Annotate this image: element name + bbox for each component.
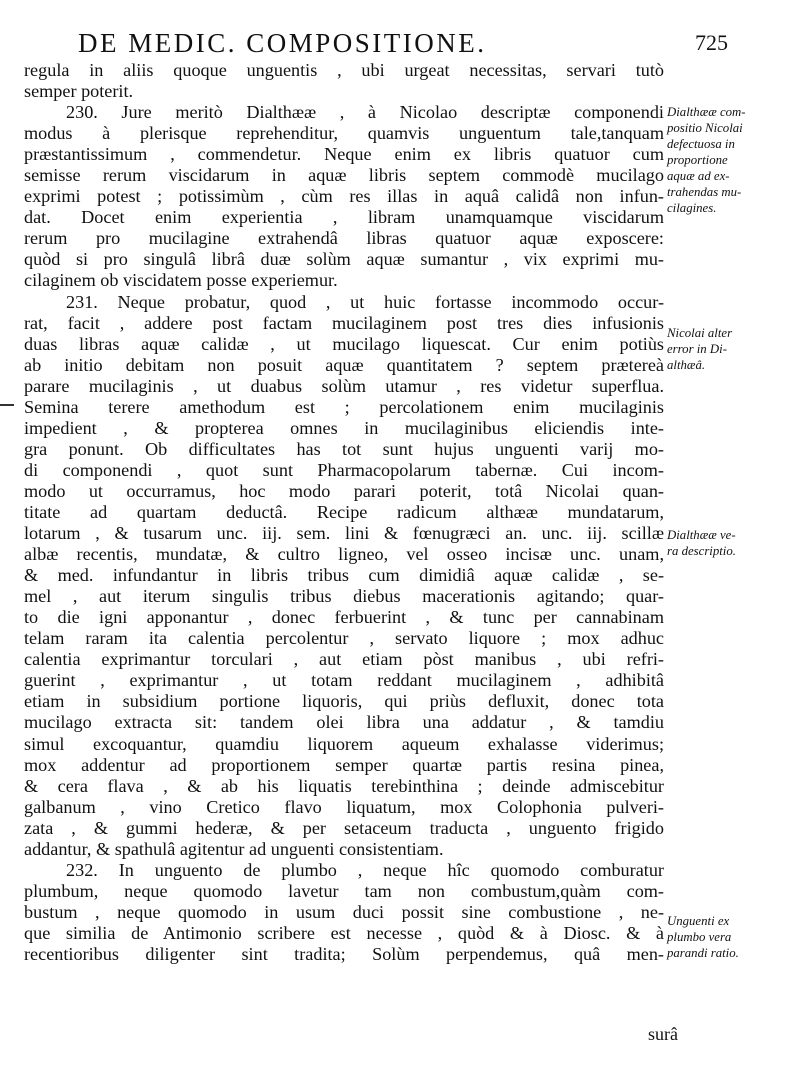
text-line: Semina terere amethodum est ; percolationem enim mucilaginis (24, 396, 664, 417)
text-line: dat. Docet enim experientia , libram unamquamque viscidarum (24, 207, 664, 228)
text-line: parare mucilaginis , ut duabus solùm utamur , res videtur superflua. (24, 375, 664, 396)
text-line: lotarum , & tusarum unc. iij. sem. lini & fœnugræci an. unc. iij. scillæ (24, 523, 664, 544)
margin-note-line: cilagines. (667, 201, 717, 215)
text-line: mox addentur ad proportionem semper quartæ partis resina pinea, (24, 754, 664, 775)
margin-tick-mark (0, 404, 14, 406)
margin-note-vera-descriptio (667, 527, 779, 559)
margin-note-line: Dialthææ ve- (667, 528, 736, 542)
text-line: to die igni apponantur , donec ferbuerint , & tunc per cannabinam (24, 607, 664, 628)
text-line: zata , & gummi hederæ, & per setaceum traducta , unguento frigido (24, 817, 664, 838)
margin-note-line: parandi ratio. (667, 946, 739, 960)
paragraph-232-start: 232. In unguento de plumbo , neque hîc quomodo comburatur (66, 859, 664, 880)
margin-note-line: ra descriptio. (667, 544, 736, 558)
text-line: bustum , neque quomodo in usum duci possit sine combustione , ne- (24, 901, 664, 922)
margin-note-line: Unguenti ex (667, 914, 730, 928)
text-line: gra ponunt. Ob difficultates has tot sunt hujus unguenti varij mo- (24, 438, 664, 459)
text-line: duas libras aquæ calidæ , ut mucilago liquescat. Cur enim potiùs (24, 333, 664, 354)
running-title: DE MEDIC. COMPOSITIONE. (78, 28, 487, 58)
text-line: præstantissimum , commendetur. Neque enim ex libris quatuor cum (24, 144, 664, 165)
body-text (24, 60, 664, 965)
text-line: guerint , exprimantur , ut totam reddant mucilaginem , adhibitâ (24, 670, 664, 691)
page-number: 725 (695, 30, 728, 55)
text-line: semper poterit. (24, 81, 134, 102)
text-line: recentioribus diligenter sint tradita; Solùm perpendemus, quâ men- (24, 943, 664, 964)
text-line: ab initio debitam non posuit aquæ quantitatem ? septem prætereà (24, 354, 664, 375)
margin-note-line: aquæ ad ex- (667, 169, 730, 183)
text-line: semisse rerum viscidarum in aquæ libris septem commodè mucilago (24, 165, 664, 186)
margin-note-unguentum-plumbi (667, 913, 779, 961)
text-line: regula in aliis quoque unguentis , ubi urgeat necessitas, servari tutò (24, 60, 664, 80)
text-line: modo ut occurramus, hoc modo parari poterit, totâ Nicolai quan- (24, 480, 664, 501)
text-line: que similia de Antimonio scribere est necesse , quòd & à Diosc. & à (24, 922, 664, 943)
text-line: plumbum, neque quomodo lavetur tam non combustum,quàm com- (24, 880, 664, 901)
margin-note-line: Nicolai alter (667, 326, 733, 340)
margin-note-line: defectuosa in (667, 137, 735, 151)
text-line: mel , aut iterum singulis tribus diebus macerationis agitando; quar- (24, 586, 664, 607)
text-line: quòd si pro singulâ librâ duæ solùm aquæ sumantur , vix exprimi mu- (24, 249, 664, 270)
margin-note-nicolai-error (667, 325, 779, 373)
text-line: cilaginem ob viscidatem posse experiemur. (24, 270, 338, 291)
margin-note-dialthaea-defect (667, 104, 779, 216)
paragraph-231-start: 231. Neque probatur, quod , ut huic fortasse incommodo occur- (66, 291, 664, 312)
text-line: rat, facit , addere post factam mucilaginem post tres dies infusionis (24, 312, 664, 333)
text-line: calentia exprimantur torculari , aut etiam pòst manibus , ubi refri- (24, 649, 664, 670)
text-line: telam raram ita calentia percolentur , servato liquore ; mox adhuc (24, 628, 664, 649)
text-line: & med. infundantur in libris tribus cum dimidiâ aquæ calidæ , se- (24, 565, 664, 586)
text-line: galbanum , vino Cretico flavo liquatum, mox Colophonia pulveri- (24, 796, 664, 817)
catchword: surâ (648, 1024, 678, 1044)
text-line: titate ad quartam deductâ. Recipe radicum althææ mundatarum, (24, 501, 664, 522)
margin-note-line: proportione (667, 153, 728, 167)
text-line: mucilago extracta sit: tandem olei libra una addatur , & tamdiu (24, 712, 664, 733)
text-line: addantur, & spathulâ agitentur ad unguenti consistentiam. (24, 838, 444, 859)
text-line: & cera flava , & ab his liquatis terebinthina ; deinde admiscebitur (24, 775, 664, 796)
paragraph-230-start: 230. Jure meritò Dialthææ , à Nicolao descriptæ componendi (66, 102, 664, 123)
text-line: simul excoquantur, quamdiu liquorem aqueum exhalasse viderimus; (24, 733, 664, 754)
margin-note-line: plumbo vera (667, 930, 732, 944)
margin-note-line: error in Di- (667, 342, 727, 356)
text-line: etiam in subsidium portione liquoris, qui priùs defluxit, donec tota (24, 691, 664, 712)
text-line: impedient , & propterea omnes in mucilaginibus eliciendis inte- (24, 417, 664, 438)
page-header (78, 28, 728, 58)
margin-note-line: althæâ. (667, 358, 706, 372)
margin-note-line: positio Nicolai (667, 121, 743, 135)
text-line: modus à plerisque reprehenditur, quamvis unguentum tale,tanquam (24, 123, 664, 144)
margin-note-line: trahendas mu- (667, 185, 742, 199)
margin-note-line: Dialthææ com- (667, 105, 746, 119)
text-line: exprimi potest ; potissimùm , cùm res illas in aquâ calidâ non infun- (24, 186, 664, 207)
text-line: albæ recentis, mundatæ, & cultro ligneo, vel osseo incisæ unc. unam, (24, 544, 664, 565)
text-line: rerum pro mucilagine extrahendâ libras quatuor aquæ exposcere: (24, 228, 664, 249)
text-line: di componendi , quot sunt Pharmacopolarum tabernæ. Cui incom- (24, 459, 664, 480)
